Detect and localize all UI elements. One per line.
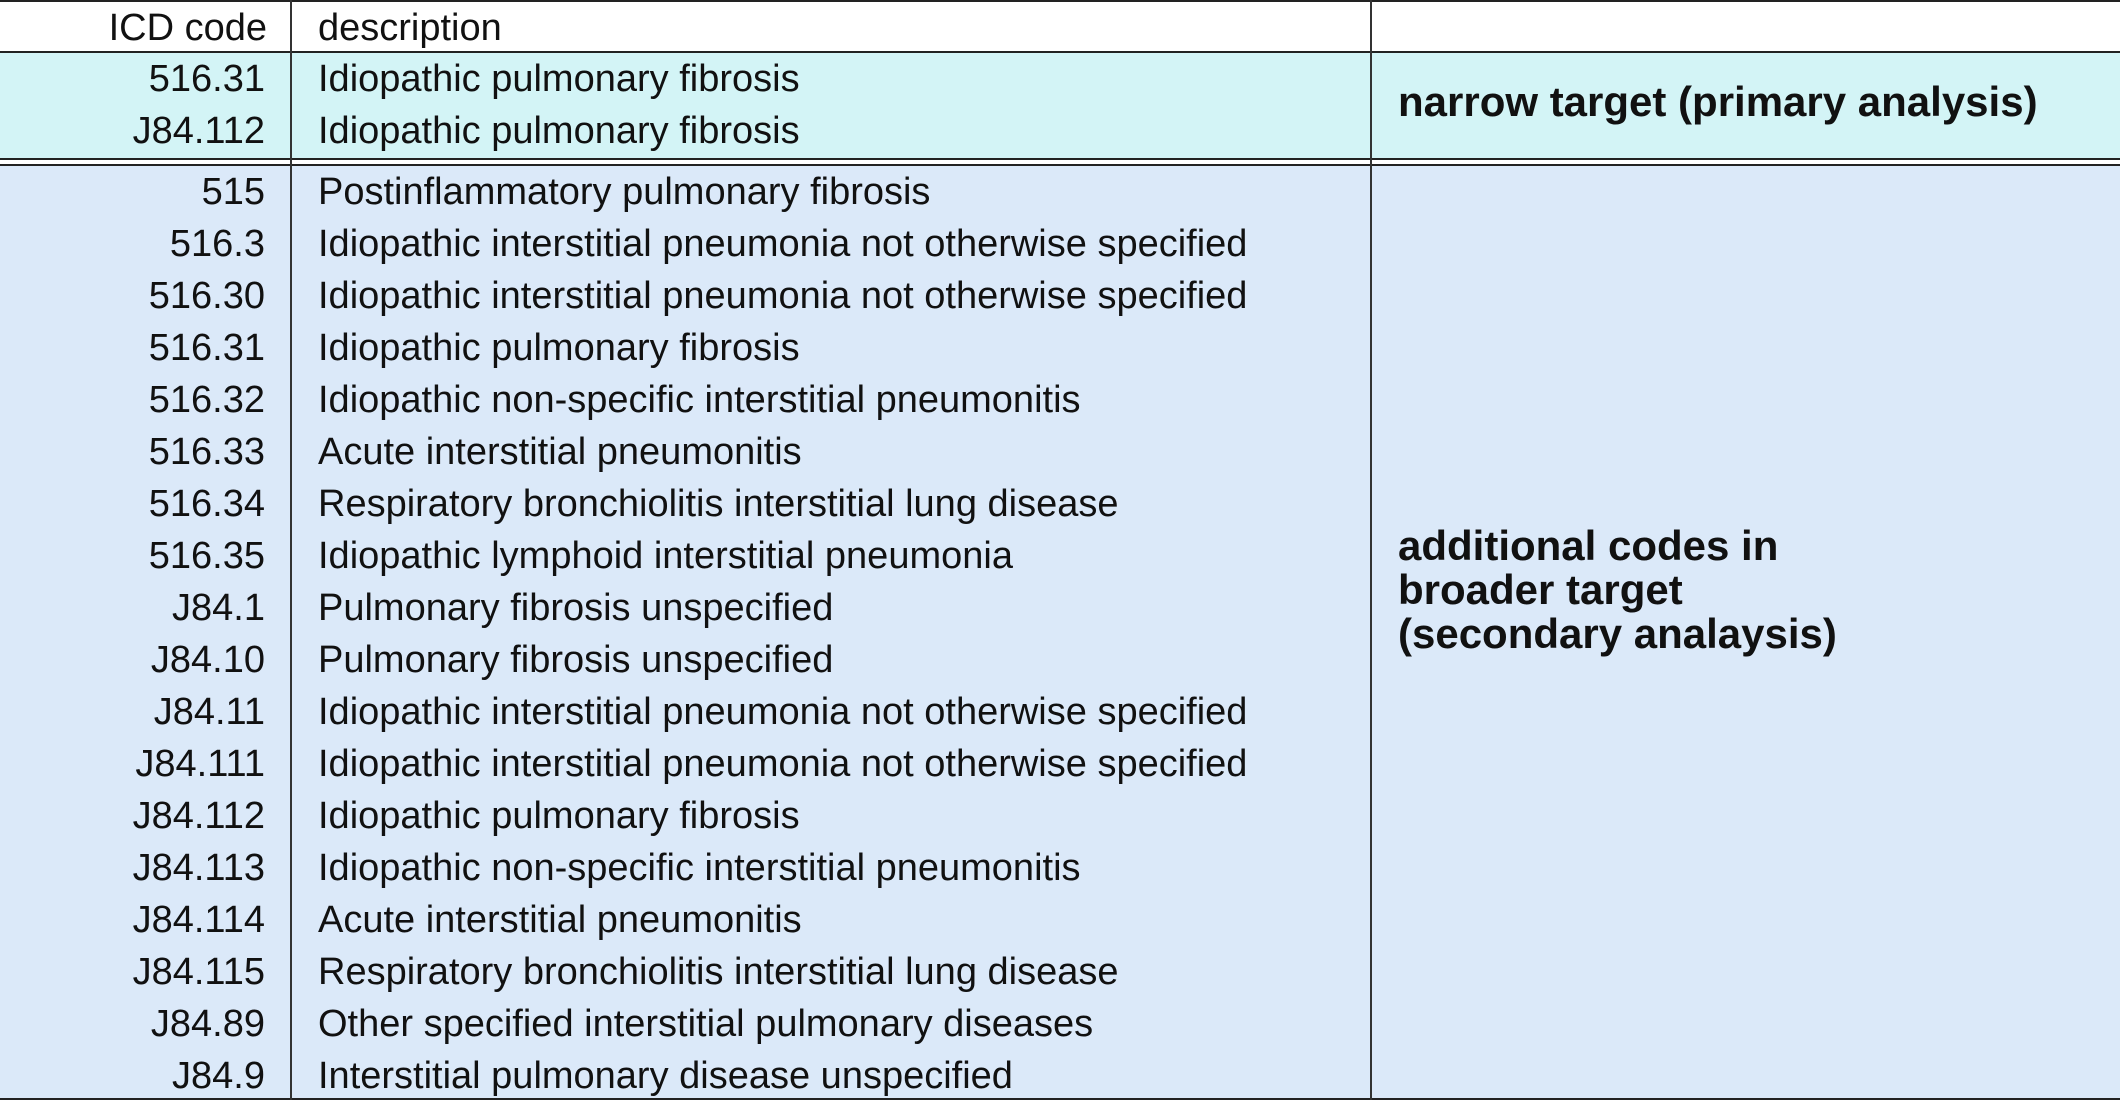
broad-target-label: additional codes in broader target (secondary analaysis) (1398, 522, 1837, 657)
table-header-row (0, 0, 2120, 53)
description-cell: Respiratory bronchiolitis interstitial lung disease (318, 483, 1119, 525)
icd-code-cell: 515 (201, 171, 265, 213)
description-cell: Idiopathic pulmonary fibrosis (318, 327, 800, 369)
icd-code-cell: J84.89 (150, 1003, 265, 1045)
description-cell: Idiopathic interstitial pneumonia not otherwise specified (318, 275, 1248, 317)
table-row (0, 790, 2120, 842)
description-cell: Idiopathic lymphoid interstitial pneumonia (318, 535, 1013, 577)
table-row (0, 842, 2120, 894)
description-cell: Idiopathic pulmonary fibrosis (318, 110, 800, 152)
description-cell: Pulmonary fibrosis unspecified (318, 639, 834, 681)
icd-code-cell: J84.112 (132, 795, 265, 837)
icd-code-cell: J84.115 (132, 951, 265, 993)
icd-code-cell: J84.113 (132, 847, 265, 889)
description-cell: Idiopathic non-specific interstitial pneumonitis (318, 379, 1081, 421)
icd-code-cell: 516.3 (169, 223, 265, 265)
description-cell: Postinflammatory pulmonary fibrosis (318, 171, 931, 213)
group-divider (0, 158, 2120, 166)
icd-code-cell: 516.30 (148, 275, 265, 317)
table-row (0, 166, 2120, 218)
icd-code-cell: J84.1 (172, 587, 265, 629)
table-row (0, 686, 2120, 738)
icd-code-cell: 516.34 (148, 483, 265, 525)
table-row (0, 1050, 2120, 1102)
icd-code-cell: 516.33 (148, 431, 265, 473)
description-cell: Idiopathic pulmonary fibrosis (318, 795, 800, 837)
table-row (0, 270, 2120, 322)
description-cell: Acute interstitial pneumonitis (318, 431, 802, 473)
icd-code-cell: 516.35 (148, 535, 265, 577)
description-cell: Idiopathic interstitial pneumonia not otherwise specified (318, 691, 1248, 733)
description-cell: Pulmonary fibrosis unspecified (318, 587, 834, 629)
icd-code-cell: 516.31 (148, 58, 265, 100)
table-row (0, 322, 2120, 374)
column-divider (290, 0, 292, 1100)
description-cell: Idiopathic non-specific interstitial pneumonitis (318, 847, 1081, 889)
icd-code-cell: J84.111 (135, 743, 265, 785)
table-row (0, 218, 2120, 270)
description-cell: Idiopathic interstitial pneumonia not otherwise specified (318, 743, 1248, 785)
column-header-icd-code: ICD code (108, 7, 267, 49)
icd-code-cell: J84.10 (150, 639, 265, 681)
description-cell: Other specified interstitial pulmonary diseases (318, 1003, 1094, 1045)
description-cell: Idiopathic pulmonary fibrosis (318, 58, 800, 100)
description-cell: Acute interstitial pneumonitis (318, 899, 802, 941)
table-row (0, 426, 2120, 478)
table-row (0, 478, 2120, 530)
icd-code-cell: J84.9 (172, 1055, 265, 1097)
table-row (0, 998, 2120, 1050)
table-row (0, 946, 2120, 998)
icd-code-cell: 516.31 (148, 327, 265, 369)
description-cell: Respiratory bronchiolitis interstitial lung disease (318, 951, 1119, 993)
table-row (0, 738, 2120, 790)
table-row (0, 894, 2120, 946)
table-row (0, 374, 2120, 426)
description-cell: Idiopathic interstitial pneumonia not otherwise specified (318, 223, 1248, 265)
icd-code-cell: J84.112 (132, 110, 265, 152)
narrow-target-label: narrow target (primary analysis) (1398, 78, 2038, 125)
column-divider (1370, 0, 1372, 1100)
column-header-description: description (318, 7, 502, 49)
icd-code-cell: 516.32 (148, 379, 265, 421)
icd-code-cell: J84.114 (132, 899, 265, 941)
icd-code-cell: J84.11 (153, 691, 265, 733)
description-cell: Interstitial pulmonary disease unspecified (318, 1055, 1013, 1097)
